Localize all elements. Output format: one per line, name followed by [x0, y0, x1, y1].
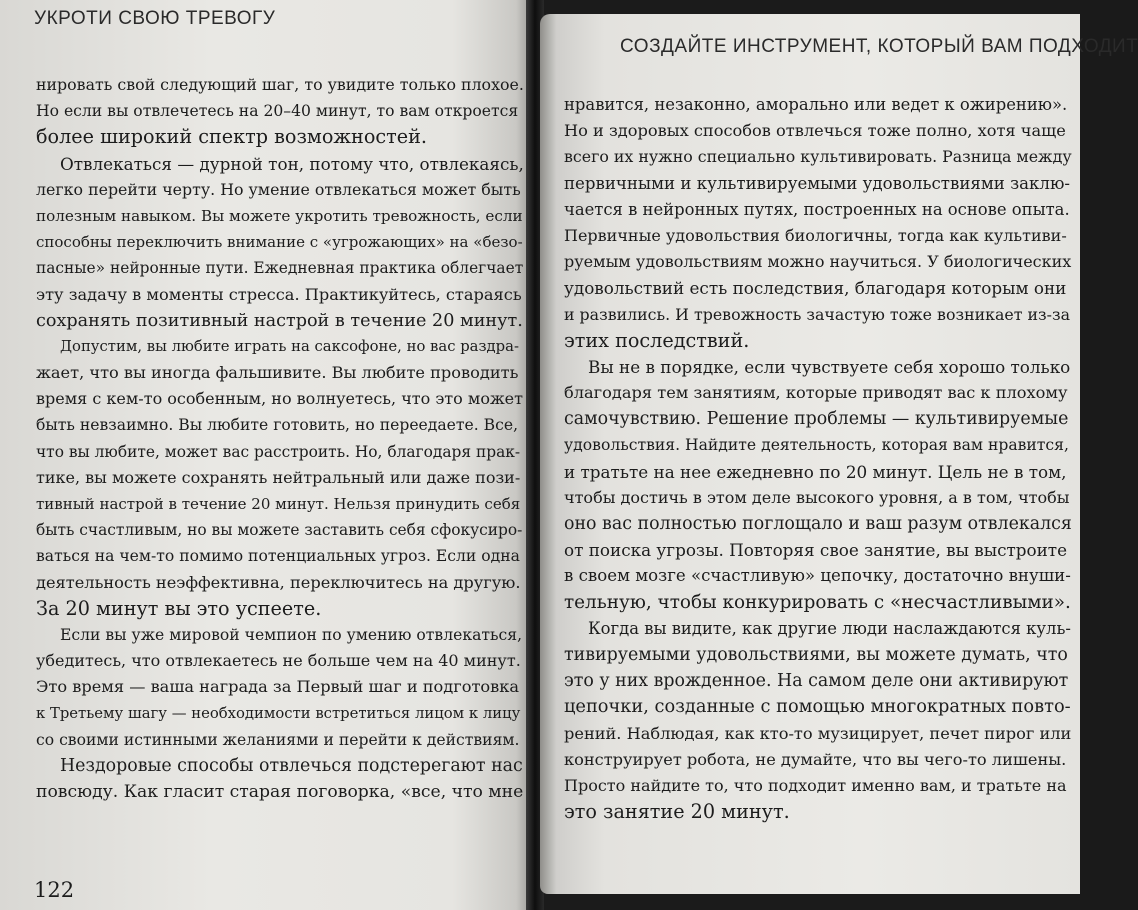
text-line: деятельность неэффективна, переключитесь на другую. [36, 572, 521, 592]
text-line: легко перейти черту. Но умение отвлекаться может быть [36, 179, 521, 199]
text-line: убедитесь, что отвлекаетесь не больше чем на 40 минут. [36, 651, 521, 671]
text-line: тивный настрой в течение 20 минут. Нельзя принудить себя [36, 495, 521, 513]
right-page [540, 14, 1138, 894]
text-line: Это время — ваша награда за Первый шаг и подготовка [36, 677, 520, 697]
text-line: эту задачу в моменты стресса. Практикуйтесь, стараясь [36, 284, 522, 304]
text-line: удовольствий есть последствия, благодаря которым они [564, 278, 1067, 299]
text-line: ваться на чем-то помимо потенциальных угроз. Если одна [36, 547, 520, 566]
text-line: со своими истинными желаниями и перейти к действиям. [36, 730, 520, 749]
text-line: руемым удовольствиям можно научиться. У биологических [564, 252, 1072, 272]
text-line: способны переключить внимание с «угрожающих» на «безо- [36, 233, 523, 252]
text-line: это у них врожденное. На самом деле они активируют [564, 671, 1069, 692]
text-line: полезным навыком. Вы можете укротить тревожность, если [36, 206, 523, 225]
text-line: Допустим, вы любите играть на саксофоне, но вас раздра- [60, 337, 519, 355]
left-page-text [36, 72, 524, 805]
left-page [0, 0, 532, 910]
text-line: время с кем-то особенным, но волнуетесь, что это может [36, 389, 523, 409]
text-line: Если вы уже мировой чемпион по умению отвлекаться, [60, 625, 523, 644]
text-line: первичными и культивируемыми удовольствиями заклю- [564, 173, 1071, 193]
text-line: удовольствия. Найдите деятельность, которая вам нравится, [564, 436, 1069, 455]
text-line: тельную, чтобы конкурировать с «несчастливыми». [564, 591, 1071, 613]
text-line: всего их нужно специально культивировать. Разница между [564, 147, 1072, 167]
text-line: самочувствию. Решение проблемы — культивируемые [564, 409, 1069, 430]
text-line: Вы не в порядке, если чувствуете себя хорошо только [588, 356, 1071, 377]
text-line: этих последствий. [564, 328, 750, 352]
text-line: Когда вы видите, как другие люди наслаждаются куль- [588, 618, 1071, 638]
text-line: Нездоровые способы отвлечься подстерегают нас [60, 755, 523, 776]
text-line: от поиска угрозы. Повторяя свое занятие, вы выстроите [564, 540, 1068, 561]
text-line: повсюду. Как гласит старая поговорка, «все, что мне [36, 782, 524, 803]
text-line: тике, вы можете сохранять нейтральный или даже пози- [36, 467, 521, 487]
text-line: Отвлекаться — дурной тон, потому что, отвлекаясь, [60, 153, 524, 174]
left-running-head: УКРОТИ СВОЮ ТРЕВОГУ [34, 8, 276, 29]
page-number: 122 [34, 878, 75, 902]
text-line: быть невзаимно. Вы любите готовить, но переедаете. Все, [36, 416, 519, 435]
text-line: чается в нейронных путях, построенных на основе опыта. [564, 199, 1070, 219]
text-line: сохранять позитивный настрой в течение 20 минут. [36, 310, 523, 331]
text-line: Но если вы отвлечетесь на 20–40 минут, то вам откроется [36, 102, 519, 121]
text-line: рений. Наблюдая, как кто-то музицирует, печет пирог или [564, 723, 1072, 743]
text-line: быть счастливым, но вы можете заставить себя сфокусиро- [36, 521, 523, 540]
text-line: более широкий спектр возможностей. [36, 125, 428, 149]
text-line: это занятие 20 минут. [564, 800, 790, 824]
text-line: нравится, незаконно, аморально или ведет к ожирению». [564, 95, 1068, 114]
text-line: Просто найдите то, что подходит именно вам, и тратьте на [564, 775, 1067, 795]
text-line: тивируемыми удовольствиями, вы можете думать, что [564, 644, 1068, 665]
text-line: в своем мозге «счастливую» цепочку, достаточно внуши- [564, 566, 1071, 586]
right-page-text [564, 92, 1072, 825]
text-line: и развились. И тревожность зачастую тоже возникает из-за [564, 304, 1071, 324]
text-line: За 20 минут вы это успеете. [36, 596, 322, 620]
text-line: жает, что вы иногда фальшивите. Вы любите проводить [36, 363, 519, 383]
text-line: Первичные удовольствия биологичны, тогда как культиви- [564, 225, 1067, 245]
text-line: что вы любите, может вас расстроить. Но, благодаря прак- [36, 442, 521, 461]
text-line: Но и здоровых способов отвлечься тоже полно, хотя чаще [564, 121, 1066, 141]
text-line: нировать свой следующий шаг, то увидите только плохое. [36, 75, 524, 94]
text-line: конструирует робота, не думайте, что вы чего-то лишены. [564, 749, 1067, 769]
right-running-head: СОЗДАЙТЕ ИНСТРУМЕНТ, КОТОРЫЙ ВАМ ПОДХОДИТ [620, 36, 1138, 57]
text-line: цепочки, созданные с помощью многократных повто- [564, 696, 1071, 718]
text-line: к Третьему шагу — необходимости встретиться лицом к лицу [36, 704, 521, 722]
text-line: чтобы достичь в этом деле высокого уровня, а в том, чтобы [564, 487, 1070, 507]
text-line: благодаря тем занятиям, которые приводят вас к плохому [564, 383, 1068, 403]
text-line: и тратьте на нее ежедневно по 20 минут. Цель не в том, [564, 461, 1067, 482]
text-line: оно вас полностью поглощало и ваш разум отвлекался [564, 514, 1072, 534]
text-line: пасные» нейронные пути. Ежедневная практика облегчает [36, 259, 524, 278]
